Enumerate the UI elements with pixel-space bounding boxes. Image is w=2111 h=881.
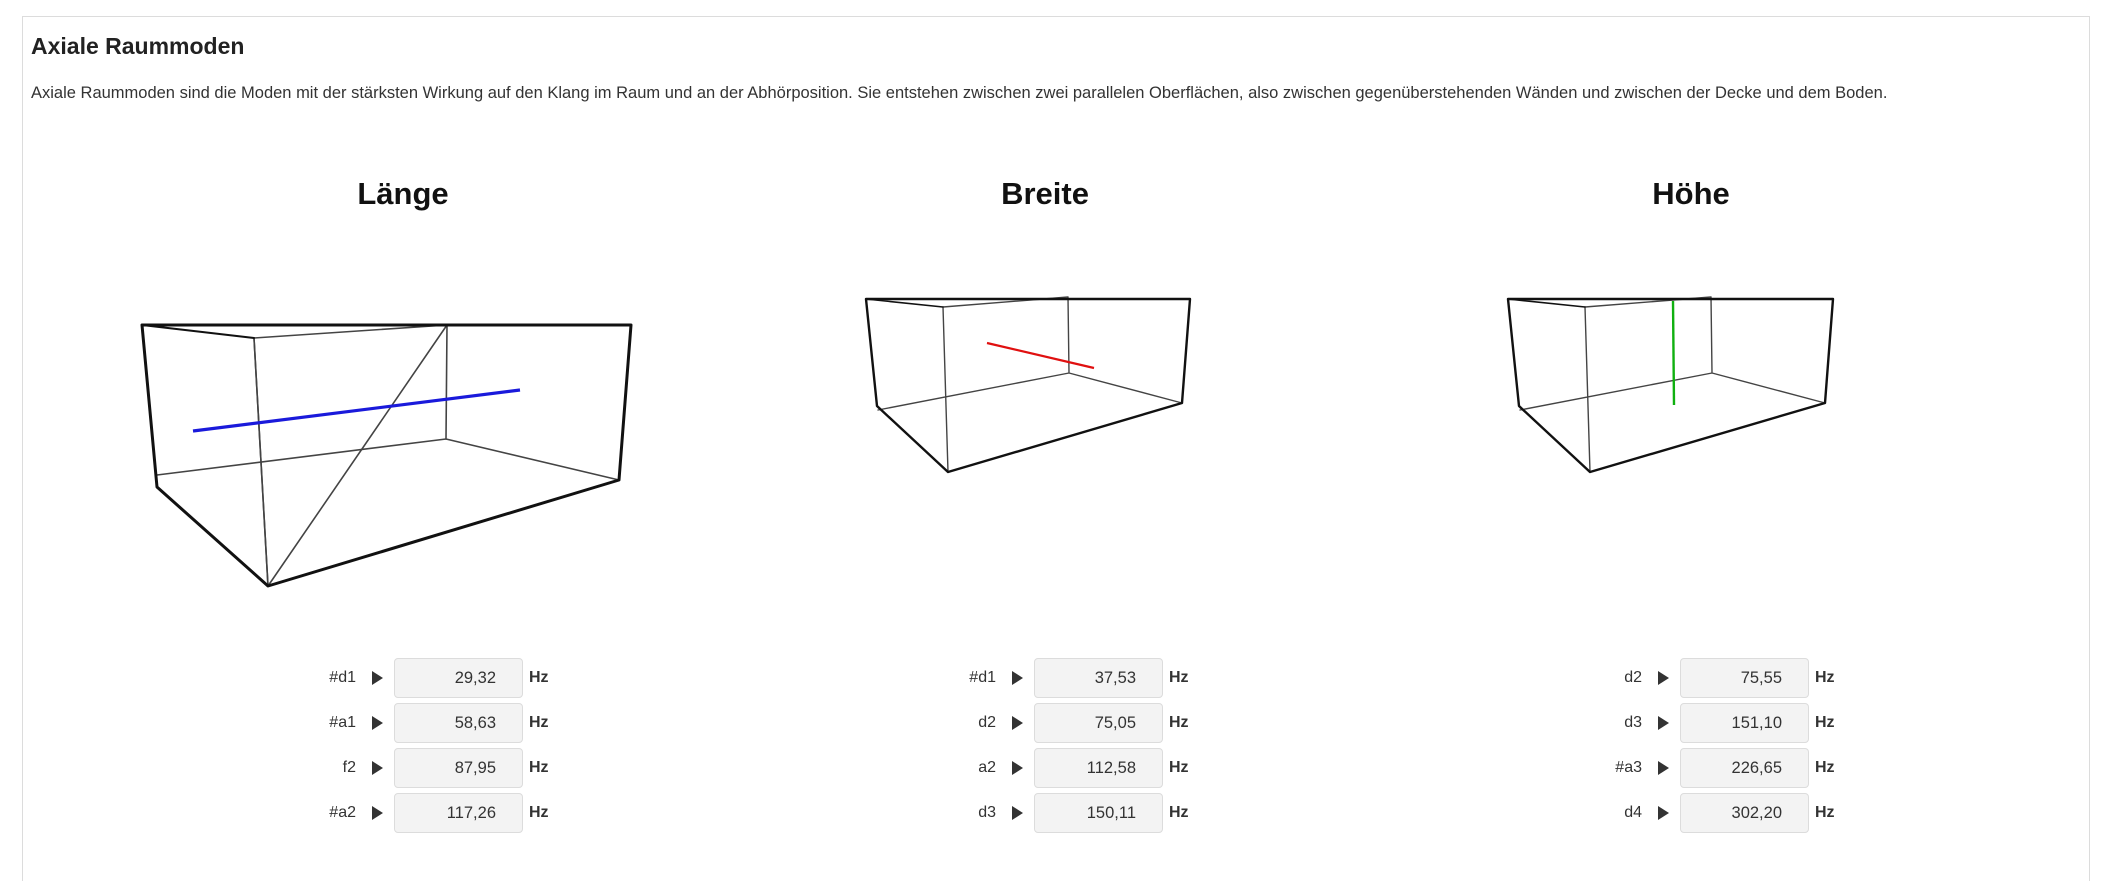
column-title-width: Breite (1001, 176, 1089, 211)
play-icon[interactable] (1652, 802, 1674, 824)
mode-note: d3 (1624, 714, 1642, 731)
mode-row (1592, 703, 1892, 743)
unit-label: Hz (1815, 804, 1835, 821)
play-icon[interactable] (1006, 667, 1028, 689)
play-icon[interactable] (1652, 712, 1674, 734)
unit-label: Hz (529, 669, 549, 686)
play-icon[interactable] (1006, 712, 1028, 734)
mode-row (946, 703, 1246, 743)
unit-label: Hz (529, 714, 549, 731)
mode-row (306, 703, 606, 743)
mode-row (946, 793, 1246, 833)
mode-frequency-field[interactable] (1034, 658, 1163, 698)
mode-frequency-field[interactable] (394, 793, 523, 833)
column-title-length: Länge (357, 176, 449, 211)
mode-frequency-field[interactable] (1680, 703, 1809, 743)
unit-label: Hz (1815, 669, 1835, 686)
mode-note: #d1 (329, 669, 356, 686)
play-icon[interactable] (366, 712, 388, 734)
play-icon[interactable] (1652, 667, 1674, 689)
section-description: Axiale Raummoden sind die Moden mit der stärksten Wirkung auf den Klang im Raum und an der Abhörposition. Sie entstehen zwischen zwei parallelen Oberflächen, also zwischen gegenüberstehenden Wänden und zwischen der Decke und dem Boden. (31, 84, 1888, 102)
mode-note: f2 (342, 759, 356, 776)
mode-frequency-field[interactable] (1034, 703, 1163, 743)
unit-label: Hz (1169, 804, 1189, 821)
mode-frequency-field[interactable] (394, 748, 523, 788)
mode-row (306, 793, 606, 833)
section-title: Axiale Raummoden (31, 33, 245, 59)
play-icon[interactable] (1006, 757, 1028, 779)
unit-label: Hz (1815, 714, 1835, 731)
unit-label: Hz (1815, 759, 1835, 776)
mode-frequency-field[interactable] (1034, 793, 1163, 833)
column-title-height: Höhe (1652, 176, 1730, 211)
mode-note: d2 (978, 714, 996, 731)
mode-frequency-field[interactable] (394, 658, 523, 698)
room-box-wireframe (1508, 297, 1833, 472)
mode-note: d3 (978, 804, 996, 821)
unit-label: Hz (1169, 759, 1189, 776)
unit-label: Hz (1169, 714, 1189, 731)
mode-row (306, 658, 606, 698)
mode-note: #d1 (969, 669, 996, 686)
unit-label: Hz (529, 759, 549, 776)
unit-label: Hz (1169, 669, 1189, 686)
mode-note: #a2 (329, 804, 356, 821)
mode-frequency-field[interactable] (1680, 793, 1809, 833)
mode-note: #a3 (1615, 759, 1642, 776)
mode-row (306, 748, 606, 788)
mode-row (946, 658, 1246, 698)
mode-line-height (1673, 301, 1674, 405)
mode-note: #a1 (329, 714, 356, 731)
mode-frequency-field[interactable] (1680, 658, 1809, 698)
mode-row (1592, 658, 1892, 698)
mode-row (946, 748, 1246, 788)
mode-frequency-field[interactable] (394, 703, 523, 743)
mode-frequency-field[interactable] (1034, 748, 1163, 788)
mode-row (1592, 793, 1892, 833)
play-icon[interactable] (1006, 802, 1028, 824)
mode-row (1592, 748, 1892, 788)
mode-note: d4 (1624, 804, 1642, 821)
mode-frequency-field[interactable] (1680, 748, 1809, 788)
mode-note: d2 (1624, 669, 1642, 686)
play-icon[interactable] (366, 757, 388, 779)
mode-note: a2 (978, 759, 996, 776)
unit-label: Hz (529, 804, 549, 821)
play-icon[interactable] (1652, 757, 1674, 779)
play-icon[interactable] (366, 802, 388, 824)
play-icon[interactable] (366, 667, 388, 689)
